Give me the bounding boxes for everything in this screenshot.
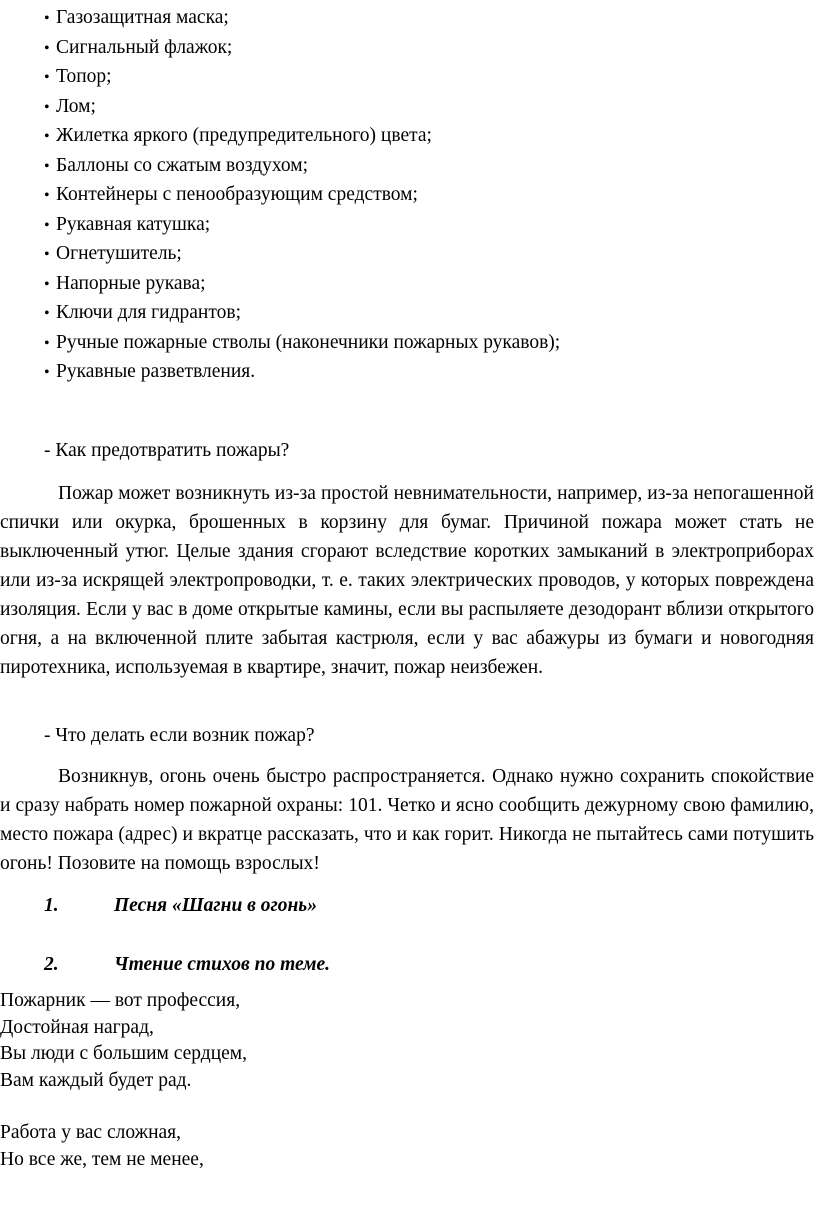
bullet-icon: • — [44, 364, 50, 381]
paragraph-fire-causes: Пожар может возникнуть из-за простой невнимательности, например, из-за непогашенной спички или окурка, брошенных в корзину для бумаг. Причиной пожара может стать не выключенный утюг. Целые здания сгорают вследствие коротких замыканий в электроприборах или из-за искрящей электропроводки, т. е. таких электрических проводов, у которых повреждена изоляция. Если у вас в доме открытые камины, если вы распыляете дезодорант вблизи открытого огня, а на включенной плите забытая кастрюля, если у вас абажуры из бумаги и новогодняя пиротехника, используемая в квартире, значит, пожар неизбежен. — [0, 483, 814, 678]
bullet-icon: • — [44, 246, 50, 263]
list-item-text: Газозащитная маска; — [56, 7, 229, 28]
bullet-icon: • — [44, 187, 50, 204]
item-text: Песня «Шагни в огонь» — [114, 895, 317, 916]
item-number: 2. — [44, 954, 59, 975]
list-item-text: Топор; — [56, 66, 112, 87]
poem-stanza-1 — [0, 988, 247, 1094]
paragraph-fire-actions: Возникнув, огонь очень быстро распространяется. Однако нужно сохранить спокойствие и сразу набрать номер пожарной охраны: 101. Четко и ясно сообщить дежурному свою фамилию, место пожара (адрес) и вкратце рассказать, что и как горит. Никогда не пытайтесь сами потушить огонь! Позовите на помощь взрослых! — [0, 766, 814, 874]
bullet-icon: • — [44, 39, 50, 57]
poem-line: Вам каждый будет рад. — [0, 1069, 192, 1091]
list-item — [44, 180, 560, 210]
bullet-icon: • — [44, 157, 50, 175]
bullet-icon: • — [44, 128, 50, 145]
list-item-text: Огнетушитель; — [56, 243, 182, 264]
list-item-text: Ручные пожарные стволы (наконечники пожарных рукавов); — [56, 331, 561, 353]
list-item — [44, 121, 560, 151]
list-item-text: Напорные рукава; — [56, 272, 206, 294]
list-item-text: Рукавные разветвления. — [56, 361, 256, 382]
list-item — [44, 357, 560, 387]
list-item-text: Ключи для гидрантов; — [56, 302, 242, 323]
list-item — [44, 62, 560, 92]
list-item — [44, 239, 560, 269]
list-item — [44, 210, 560, 240]
poem-line: Но все же, тем не менее, — [0, 1148, 204, 1170]
poem-stanza-2 — [0, 1120, 204, 1173]
poem-line: Работа у вас сложная, — [0, 1122, 182, 1143]
list-item-text: Сигнальный флажок; — [56, 36, 233, 58]
poem-line: Достойная наград, — [0, 1016, 154, 1038]
list-item — [44, 33, 560, 63]
bullet-icon: • — [44, 334, 50, 352]
question-what-to-do: - Что делать если возник пожар? — [44, 725, 315, 746]
list-item — [44, 151, 560, 181]
poem-line: Пожарник — вот профессия, — [0, 990, 241, 1011]
question-prevent-fires: - Как предотвратить пожары? — [44, 440, 290, 461]
list-item-text: Баллоны со сжатым воздухом; — [56, 154, 309, 176]
list-item-text: Рукавная катушка; — [56, 213, 211, 235]
bullet-icon: • — [44, 10, 50, 27]
item-text: Чтение стихов по теме. — [114, 954, 331, 975]
list-item — [44, 3, 560, 33]
bullet-icon: • — [44, 69, 50, 86]
bullet-icon: • — [44, 216, 50, 234]
list-item — [44, 328, 560, 358]
list-item-text: Лом; — [56, 95, 96, 117]
list-item — [44, 298, 560, 328]
list-item — [44, 269, 560, 299]
equipment-list — [44, 3, 560, 387]
numbered-item-song — [44, 891, 317, 920]
list-item-text: Жилетка яркого (предупредительного) цвета; — [56, 125, 432, 146]
list-item-text: Контейнеры с пенообразующим средством; — [56, 184, 418, 205]
item-number: 1. — [44, 895, 59, 916]
poem-line: Вы люди с большим сердцем, — [0, 1043, 248, 1064]
bullet-icon: • — [44, 305, 50, 322]
bullet-icon: • — [44, 275, 50, 293]
numbered-item-poems — [44, 950, 330, 979]
list-item — [44, 92, 560, 122]
bullet-icon: • — [44, 98, 50, 116]
